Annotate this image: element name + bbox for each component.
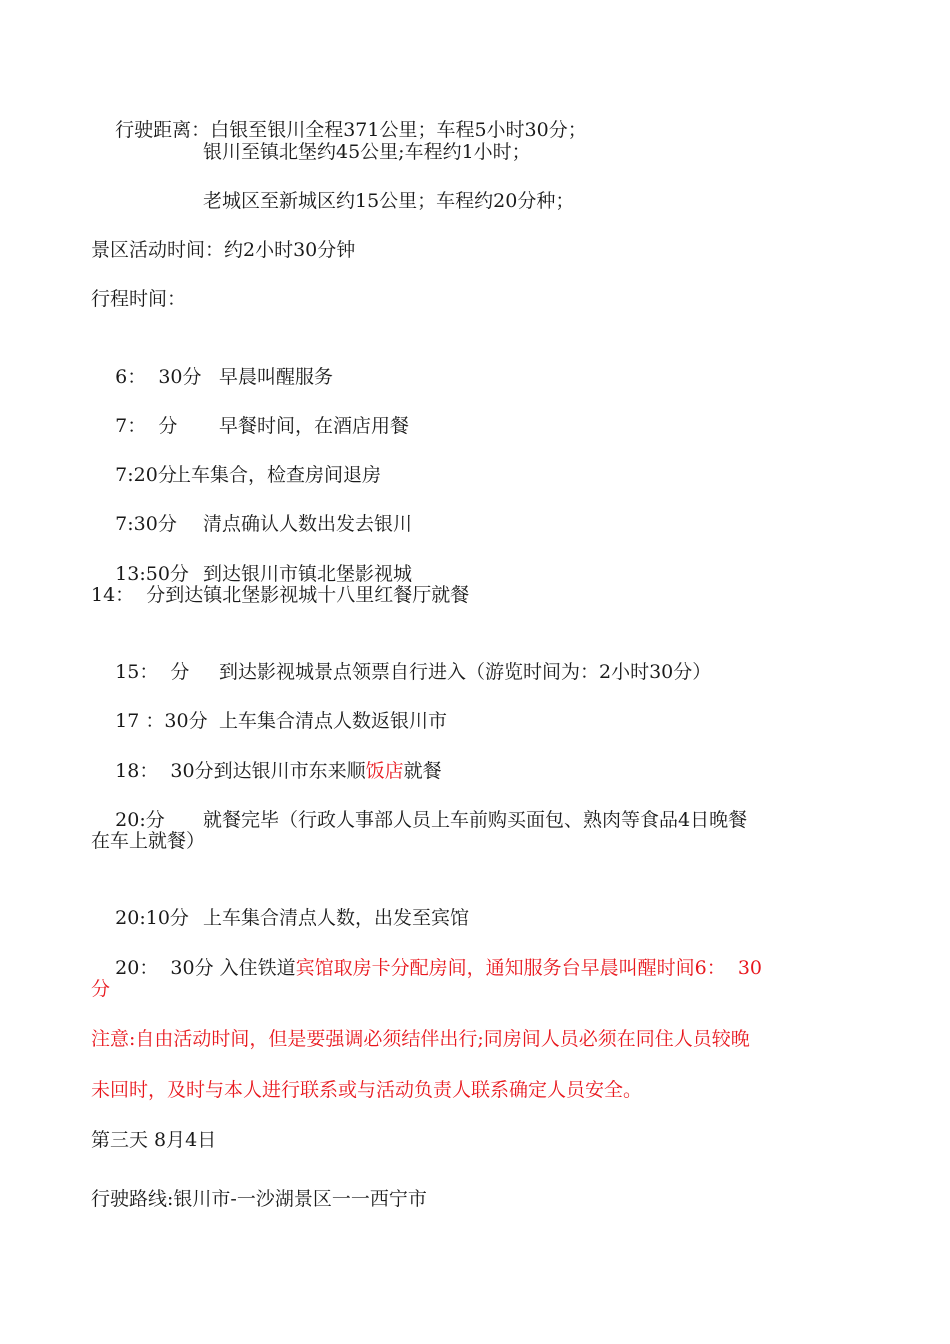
schedule-row-hotel	[91, 926, 762, 1010]
schedule-row-hotel-continued: 分	[91, 978, 111, 1000]
schedule-text: 到达影视城景点领票自行进入（游览时间为：2小时30分）	[219, 661, 712, 683]
distance-line-3: 老城区至新城区约15公里；车程约20分种；	[203, 190, 575, 212]
distance-label: 行驶距离：	[115, 119, 211, 141]
schedule-time: 20： 30分	[115, 957, 214, 979]
schedule-time: 17 ：30分	[115, 710, 208, 732]
hotel-highlight: 宾馆取房卡分配房间，通知服务台早晨叫醒时间6： 30	[295, 957, 763, 979]
dinner-highlight: 饭店	[365, 760, 404, 782]
schedule-row: 14： 分到达镇北堡影视城十八里红餐厅就餐	[91, 584, 470, 606]
schedule-text: 早晨叫醒服务	[219, 366, 334, 388]
distance-text-1: 白银至银川全程371公里；车程5小时30分；	[210, 119, 587, 141]
route-line: 行驶路线:银川市-一沙湖景区一一西宁市	[91, 1188, 427, 1210]
schedule-text: 早餐时间，在酒店用餐	[219, 415, 410, 437]
schedule-time: 15： 分	[115, 661, 190, 683]
note-line-2: 未回时，及时与本人进行联系或与活动负责人联系确定人员安全。	[91, 1079, 643, 1101]
schedule-time: 7:30分	[115, 513, 177, 535]
schedule-text: 就餐完毕（行政人事部人员上车前购买面包、熟肉等食品4日晚餐	[203, 809, 748, 831]
dinner-text: 18： 30分到达银川市东来顺	[115, 760, 366, 782]
schedule-text: 上车集合清点人数，出发至宾馆	[203, 907, 470, 929]
schedule-text: 清点确认人数出发去银川	[203, 513, 413, 535]
schedule-text: 上车集合清点人数返银川市	[219, 710, 448, 732]
day-heading: 第三天 8月4日	[91, 1129, 217, 1151]
activity-time: 景区活动时间：约2小时30分钟	[91, 239, 356, 261]
schedule-title: 行程时间：	[91, 288, 187, 310]
schedule-text: 上车集合，检查房间退房	[172, 464, 382, 486]
schedule-time: 20:分	[115, 809, 165, 831]
distance-line-2: 银川至镇北堡约45公里;车程约1小时；	[203, 141, 531, 163]
note-line-1: 注意:自由活动时间，但是要强调必须结伴出行;同房间人员必须在同住人员较晚	[91, 1028, 750, 1050]
hotel-text: 入住铁道	[219, 957, 296, 979]
dinner-tail: 就餐	[403, 760, 442, 782]
schedule-text: 到达银川市镇北堡影视城	[203, 563, 413, 585]
schedule-time: 7:20分	[115, 464, 177, 486]
schedule-time: 13:50分	[115, 563, 189, 585]
schedule-time: 7： 分	[115, 415, 178, 437]
schedule-time: 20:10分	[115, 907, 189, 929]
schedule-row-continued: 在车上就餐）	[91, 830, 206, 852]
schedule-time: 6： 30分	[115, 366, 202, 388]
